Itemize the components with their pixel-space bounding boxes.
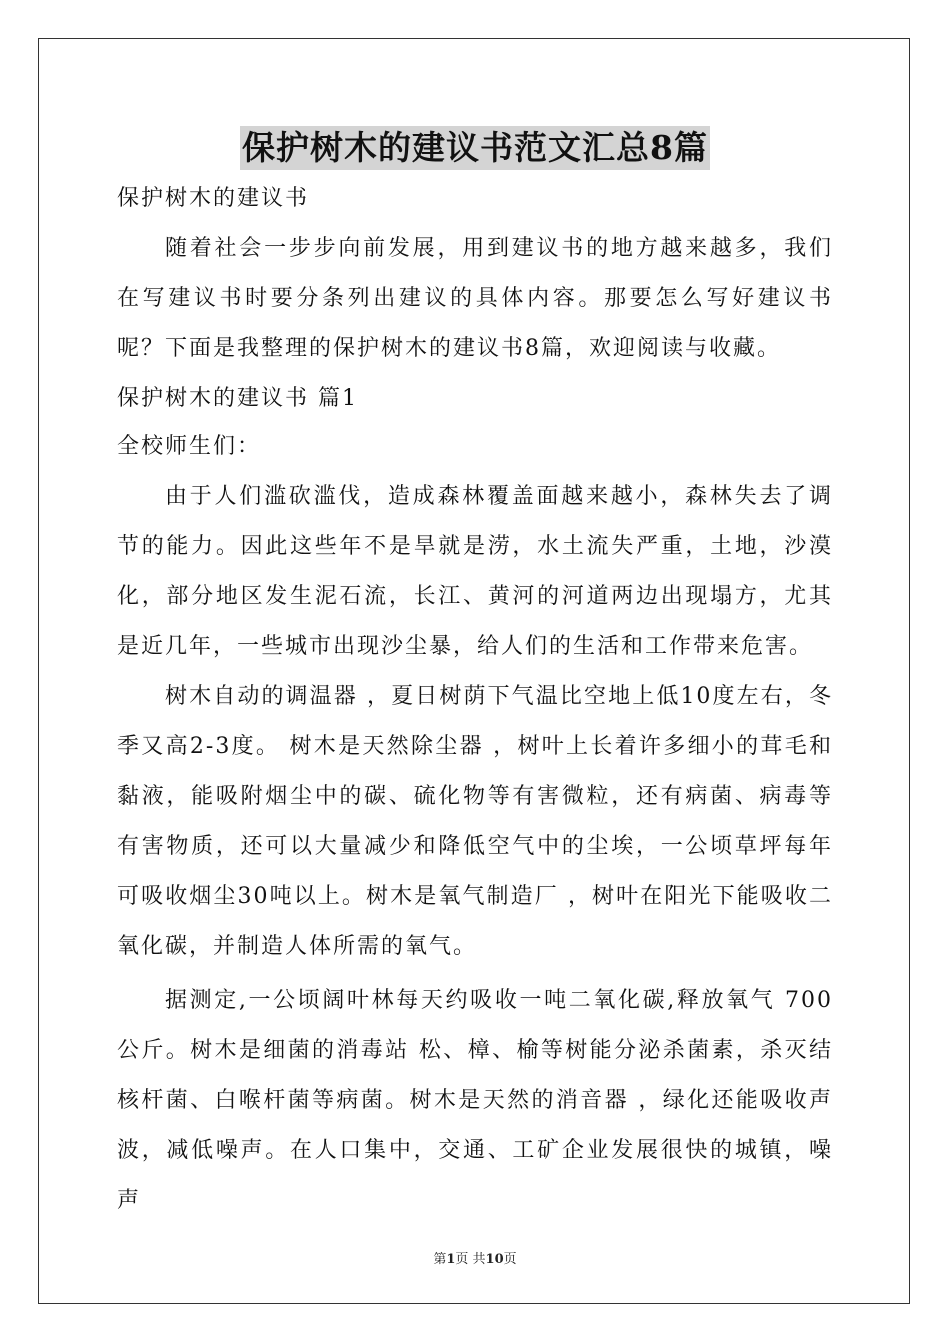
body-paragraph-1: 由于人们滥砍滥伐，造成森林覆盖面越来越小，森林失去了调节的能力。因此这些年不是旱就是涝，水土流失严重，土地，沙漠化，部分地区发生泥石流，长江、黄河的河道两边出现塌方，尤其是近几年，一些城市出现沙尘暴，给人们的生活和工作带来危害。 <box>117 484 833 659</box>
footer-page-total: 10 <box>485 1252 504 1267</box>
intro-paragraph: 随着社会一步步向前发展，用到建议书的地方越来越多，我们在写建议书时要分条列出建议的具体内容。那要怎么写好建议书呢？下面是我整理的保护树木的建议书8篇，欢迎阅读与收藏。 <box>117 236 833 361</box>
body-paragraph-2: 树木自动的调温器 ，夏日树荫下气温比空地上低10度左右，冬季又高2-3度。 树木是天然除尘器 ，树叶上长着许多细小的茸毛和黏液，能吸附烟尘中的碳、硫化物等有害微粒，还有病菌、病毒等有害物质，还可以大量减少和降低空气中的尘埃，一公顷草坪每年可吸收烟尘30吨以上。树木是氧气制造厂 ，树叶在阳光下能吸收二氧化碳，并制造人体所需的氧气。 <box>117 684 833 959</box>
document-body <box>117 180 833 1226</box>
salutation: 全校师生们： <box>117 434 262 459</box>
footer-page-current: 1 <box>446 1252 456 1267</box>
footer-suffix: 页 <box>503 1252 517 1267</box>
section-title: 保护树木的建议书 篇1 <box>117 386 358 411</box>
footer-mid: 页 共 <box>455 1252 486 1267</box>
title-container <box>0 126 950 170</box>
document-title: 保护树木的建议书范文汇总8篇 <box>240 126 710 170</box>
page-footer <box>0 1248 950 1267</box>
footer-prefix: 第 <box>433 1252 447 1267</box>
heading-subject: 保护树木的建议书 <box>117 186 310 211</box>
body-paragraph-3: 据测定,一公顷阔叶林每天约吸收一吨二氧化碳,释放氧气 700公斤。树木是细菌的消毒站 松、樟、榆等树能分泌杀菌素，杀灭结核杆菌、白喉杆菌等病菌。树木是天然的消音器 ，绿化还能吸收声波，减低噪声。在人口集中，交通、工矿企业发展很快的城镇，噪声 <box>117 988 833 1213</box>
